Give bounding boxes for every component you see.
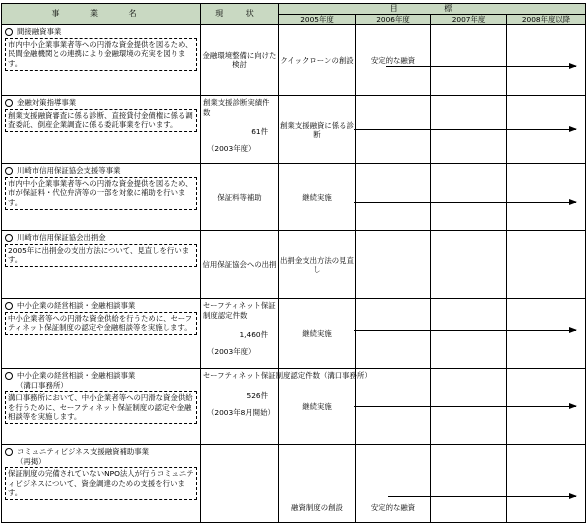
row-goal-2007 (431, 445, 507, 523)
row-goal-2008 (507, 299, 586, 369)
row-status (201, 25, 279, 96)
row-goal-2008 (507, 231, 586, 299)
row-description: 2005年に出捐金の支出方法について、見直しを行います。 (5, 244, 197, 268)
row-status-label: セーフティネット保証制度認定件数 (203, 301, 276, 320)
row-goal-2006 (356, 231, 431, 299)
row-description: 溝口事務所において、中小企業者等への円滑な資金供給を行うために、セーフティネット保証制度の認定や金融相談等を実施します。 (5, 391, 197, 424)
row-status-label: セーフティネット保証制度認定件数（溝口事務所） (203, 371, 372, 381)
row-goal-2007 (431, 25, 507, 96)
row-status-count: 1,460件 (239, 329, 268, 339)
row-goal-2005-text: 出捐金支出方法の見直し (280, 255, 354, 274)
header-goal (279, 4, 586, 15)
row-description: 市内中小企業事業者等への円滑な資金提供を図るため、市が保証料・代位弁済等の一部を対象に補助を行います。 (5, 177, 197, 210)
row-title: コミュニティビジネス支援融資補助事業 (17, 447, 150, 457)
row-description: 市内中小企業事業者等への円滑な資金提供を図るため、民間金融機関との連携により金融環境の充実を図ります。 (5, 38, 197, 71)
row-goal-2006 (356, 25, 431, 96)
row-goal-2008 (507, 25, 586, 96)
row-name-cell (2, 445, 201, 523)
row-goal-2006 (356, 164, 431, 231)
row-title: 間接融資事業 (17, 27, 62, 37)
header-status (201, 4, 279, 25)
row-status (201, 96, 279, 164)
header-name-text: 事 業 名 (51, 9, 151, 19)
row-goal-2005 (279, 96, 356, 164)
circle-bullet-icon (5, 99, 13, 107)
circle-bullet-icon (5, 167, 13, 175)
row-name-cell (2, 231, 201, 299)
row-status-label: 創業支援診断実績件数 (203, 98, 270, 117)
circle-bullet-icon (5, 28, 13, 36)
row-status-text: 金融環境整備に向けた検討 (202, 51, 277, 70)
row-goal-2005 (279, 299, 356, 369)
business-plan-table (1, 3, 586, 523)
row-goal-2005-text: クイックローンの創設 (280, 55, 354, 65)
header-name (2, 4, 201, 25)
table-row (2, 369, 586, 445)
row-title: 金融対策指導事業 (17, 98, 77, 108)
row-goal-2008 (507, 164, 586, 231)
row-goal-2005-text: 融資制度の創設 (291, 503, 343, 512)
row-goal-2005-text: 創業支援融資に係る診断 (280, 120, 354, 139)
row-title: 中小企業の経営相談・金融相談事業 (17, 301, 136, 311)
row-status (201, 231, 279, 299)
table-row (2, 299, 586, 369)
row-status-count: 526件 (246, 390, 268, 400)
row-goal-2008 (507, 96, 586, 164)
row-title: 中小企業の経営相談・金融相談事業 (17, 371, 136, 381)
row-goal-2005-text: 継続実施 (302, 192, 332, 202)
row-status (201, 164, 279, 231)
table-row (2, 96, 586, 164)
row-goal-2005-text: 継続実施 (302, 402, 332, 412)
header-status-text: 現 状 (215, 9, 264, 19)
row-title: 川崎市信用保証協会支援等事業 (17, 166, 121, 176)
row-status-text: 保証料等補助 (217, 192, 262, 202)
circle-bullet-icon (5, 234, 13, 242)
row-status (201, 445, 279, 523)
table-row (2, 445, 586, 523)
row-goal-2005 (279, 25, 356, 96)
row-description: 中小企業者等への円滑な資金供給を行うために、セーフティネット保証制度の認定や金融相談等を実施します。 (5, 312, 197, 336)
header-year-2006: 2006年度 (356, 15, 431, 25)
row-goal-2006 (356, 369, 431, 445)
row-goal-2005-text: 継続実施 (302, 329, 332, 339)
row-goal-2008 (507, 445, 586, 523)
header-year-2008: 2008年度以降 (507, 15, 586, 25)
row-goal-2006 (356, 299, 431, 369)
row-goal-2007 (431, 231, 507, 299)
row-status (201, 299, 279, 369)
row-goal-2005 (279, 369, 356, 445)
circle-bullet-icon (5, 448, 13, 456)
row-title: 川崎市信用保証協会出捐金 (17, 233, 106, 243)
row-name-cell (2, 25, 201, 96)
row-goal-2005 (279, 231, 356, 299)
row-status-note: （2003年8月開始） (207, 407, 275, 417)
header-year-2007: 2007年度 (431, 15, 507, 25)
row-name-cell (2, 164, 201, 231)
row-goal-2006 (356, 96, 431, 164)
row-goal-2007 (431, 96, 507, 164)
row-goal-2006 (356, 445, 431, 523)
row-name-cell (2, 96, 201, 164)
row-subtitle: （溝口事務所） (16, 380, 68, 390)
row-subtitle: （再掲） (16, 456, 46, 466)
row-goal-2006-text: 安定的な融資 (370, 55, 416, 65)
row-goal-2007 (431, 164, 507, 231)
table-row (2, 164, 586, 231)
row-goal-2007 (431, 299, 507, 369)
row-status-note: （2003年度） (207, 347, 256, 356)
row-goal-2005 (279, 164, 356, 231)
row-description: 創業支援融資審査に係る診断、直接貸付金債権に係る調査委託、倒産企業調査に係る委託事業を行います。 (5, 109, 197, 133)
row-goal-2007 (431, 369, 507, 445)
table-row (2, 25, 586, 96)
circle-bullet-icon (5, 372, 13, 380)
row-name-cell (2, 299, 201, 369)
row-goal-2006-text: 安定的な融資 (370, 503, 416, 512)
header-goal-text: 目 標 (389, 4, 475, 13)
row-status-text: 信用保証協会への出捐 (202, 260, 277, 270)
row-status-count: 61件 (251, 126, 268, 136)
row-goal-2008 (507, 369, 586, 445)
circle-bullet-icon (5, 302, 13, 310)
row-goal-2005 (279, 445, 356, 523)
row-status-note: （2003年度） (207, 144, 256, 153)
table-row (2, 231, 586, 299)
row-description: 保証制度の完備されていないNPO法人が行うコミュニティビジネスについて、資金調達のための支援を行います。 (5, 467, 197, 500)
header-year-2005: 2005年度 (279, 15, 356, 25)
row-name-cell (2, 369, 201, 445)
